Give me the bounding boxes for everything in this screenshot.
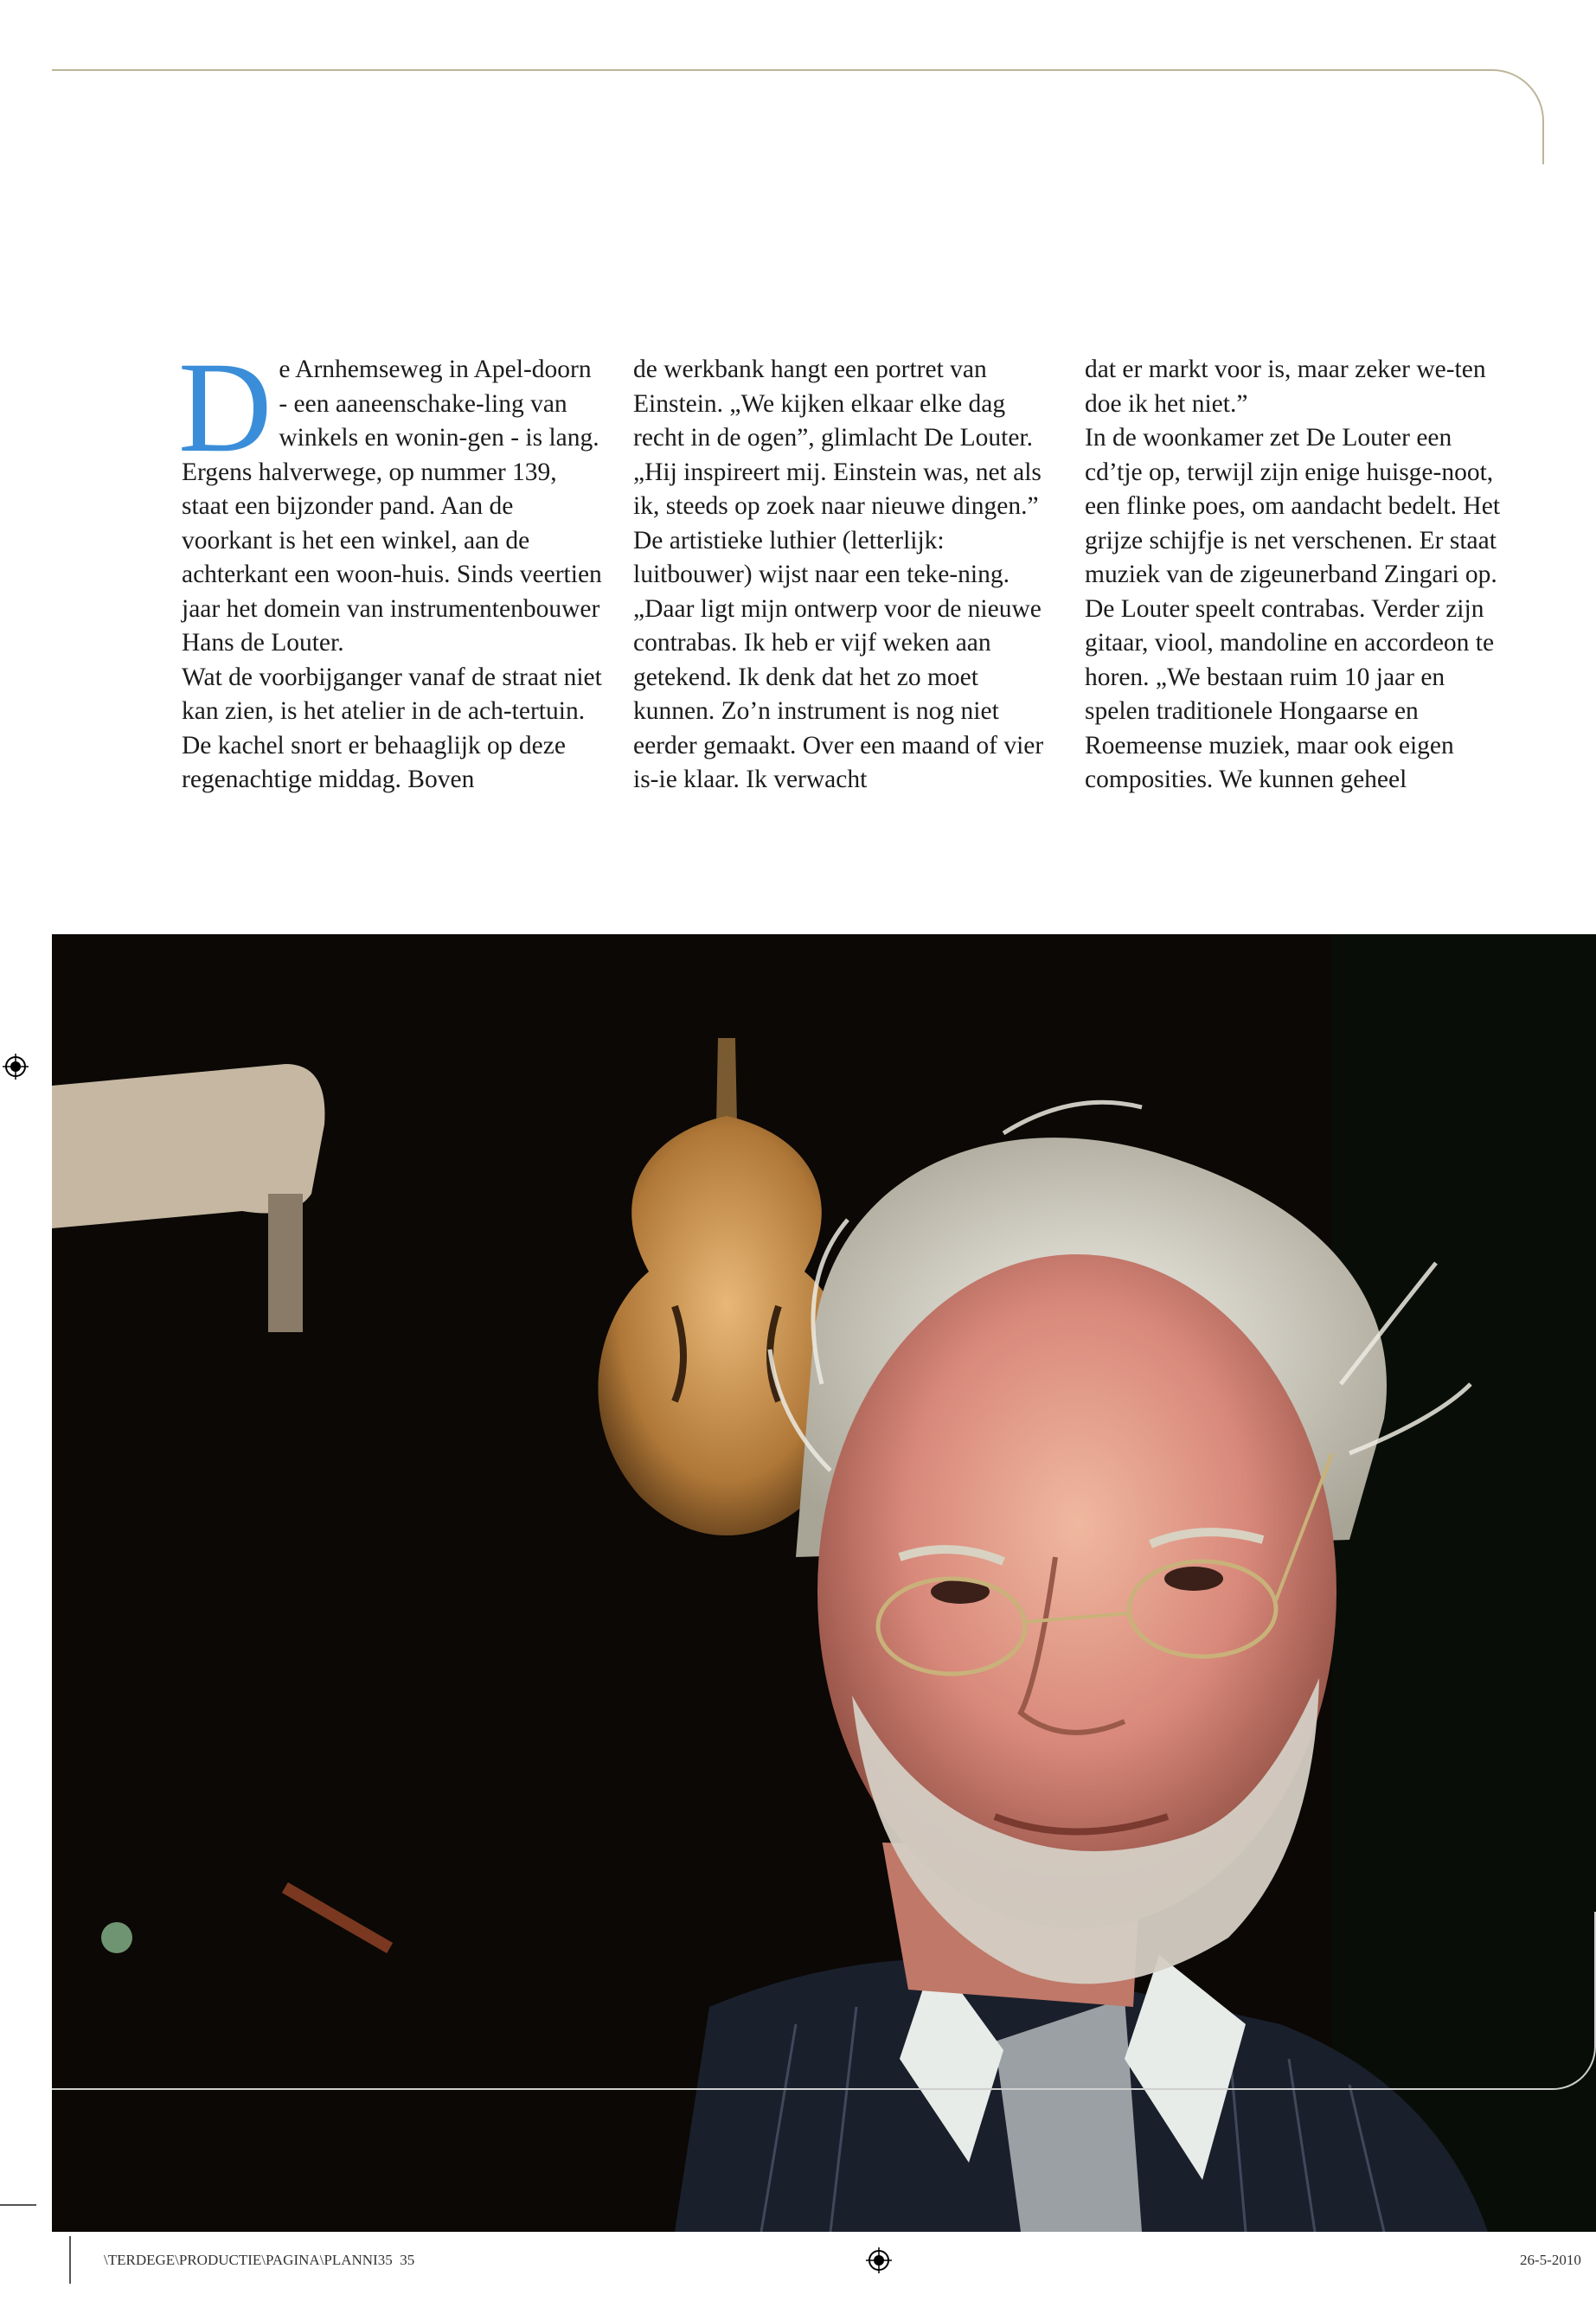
article-column-3 [1085,353,1509,798]
article-column-1 [178,336,606,798]
footer-path-text: \TERDEGE\PRODUCTIE\PAGINA\PLANNI35 [104,2252,393,2268]
top-rule [52,69,1544,164]
paragraph [182,661,606,798]
paragraph [1085,421,1509,798]
paragraph-text: dat er markt voor is, maar zeker we-ten doe ik het niet.” [1085,356,1486,418]
paragraph [633,353,1057,524]
paragraph-text: De artistieke luthier (letterlijk: luitbouwer) wijst naar een teke-ning. „Daar ligt mijn ontwerp voor de nieuwe contrabas. Ik heb er vijf weken aan getekend. Ik denk dat het zo moet kunnen. Zo’n instrument is nog niet eerder gemaakt. Over een maand of vier is-ie klaar. Ik verwacht [633,526,1044,793]
paragraph [178,336,606,661]
photo-frame-rule [52,1912,1596,2090]
footer-page-number: 35 [400,2252,415,2268]
paragraph-text: e Arnhemseweg in Apel-doorn - een aaneenschake-ling van winkels en wonin-gen - is lang. Ergens halverwege, op nummer 139, staat een bijzonder pand. Aan de voorkant is het een winkel, aan de achterkant een woon-huis. Sinds veertien jaar het domein van instrumentenbouwer Hans de Louter. [182,356,602,657]
registration-mark-icon [3,1054,29,1080]
crop-mark [0,2204,36,2206]
paragraph [633,524,1057,798]
footer-path [104,2252,414,2269]
article-column-2 [633,353,1057,798]
paragraph-text: de werkbank hangt een portret van Einstein. „We kijken elkaar elke dag recht in de ogen”, glimlacht De Louter. „Hij inspireert mij. Einstein was, net als ik, steeds op zoek naar nieuwe dingen.” [633,356,1042,520]
paragraph-text: In de woonkamer zet De Louter een cd’tje op, terwijl zijn enige huisge-noot, een flinke poes, om aandacht bedelt. Het grijze schijfje is net verschenen. Er staat muziek van de zigeunerband Zingari op. De Louter speelt contrabas. Verder zijn gitaar, viool, mandoline en accordeon te horen. „We bestaan ruim 10 jaar en spelen traditionele Hongaarse en Roemeense muziek, maar ook eigen composities. We kunnen geheel [1085,424,1501,793]
registration-mark-icon [866,2247,892,2273]
footer-date: 26-5-2010 [1520,2252,1581,2268]
crop-mark [69,2236,71,2284]
paragraph-text: Wat de voorbijganger vanaf de straat niet kan zien, is het atelier in de ach-tertuin. De kachel snort er behaaglijk op deze regenachtige middag. Boven [182,663,602,793]
paragraph [1085,353,1509,421]
drop-cap: D [178,336,272,479]
